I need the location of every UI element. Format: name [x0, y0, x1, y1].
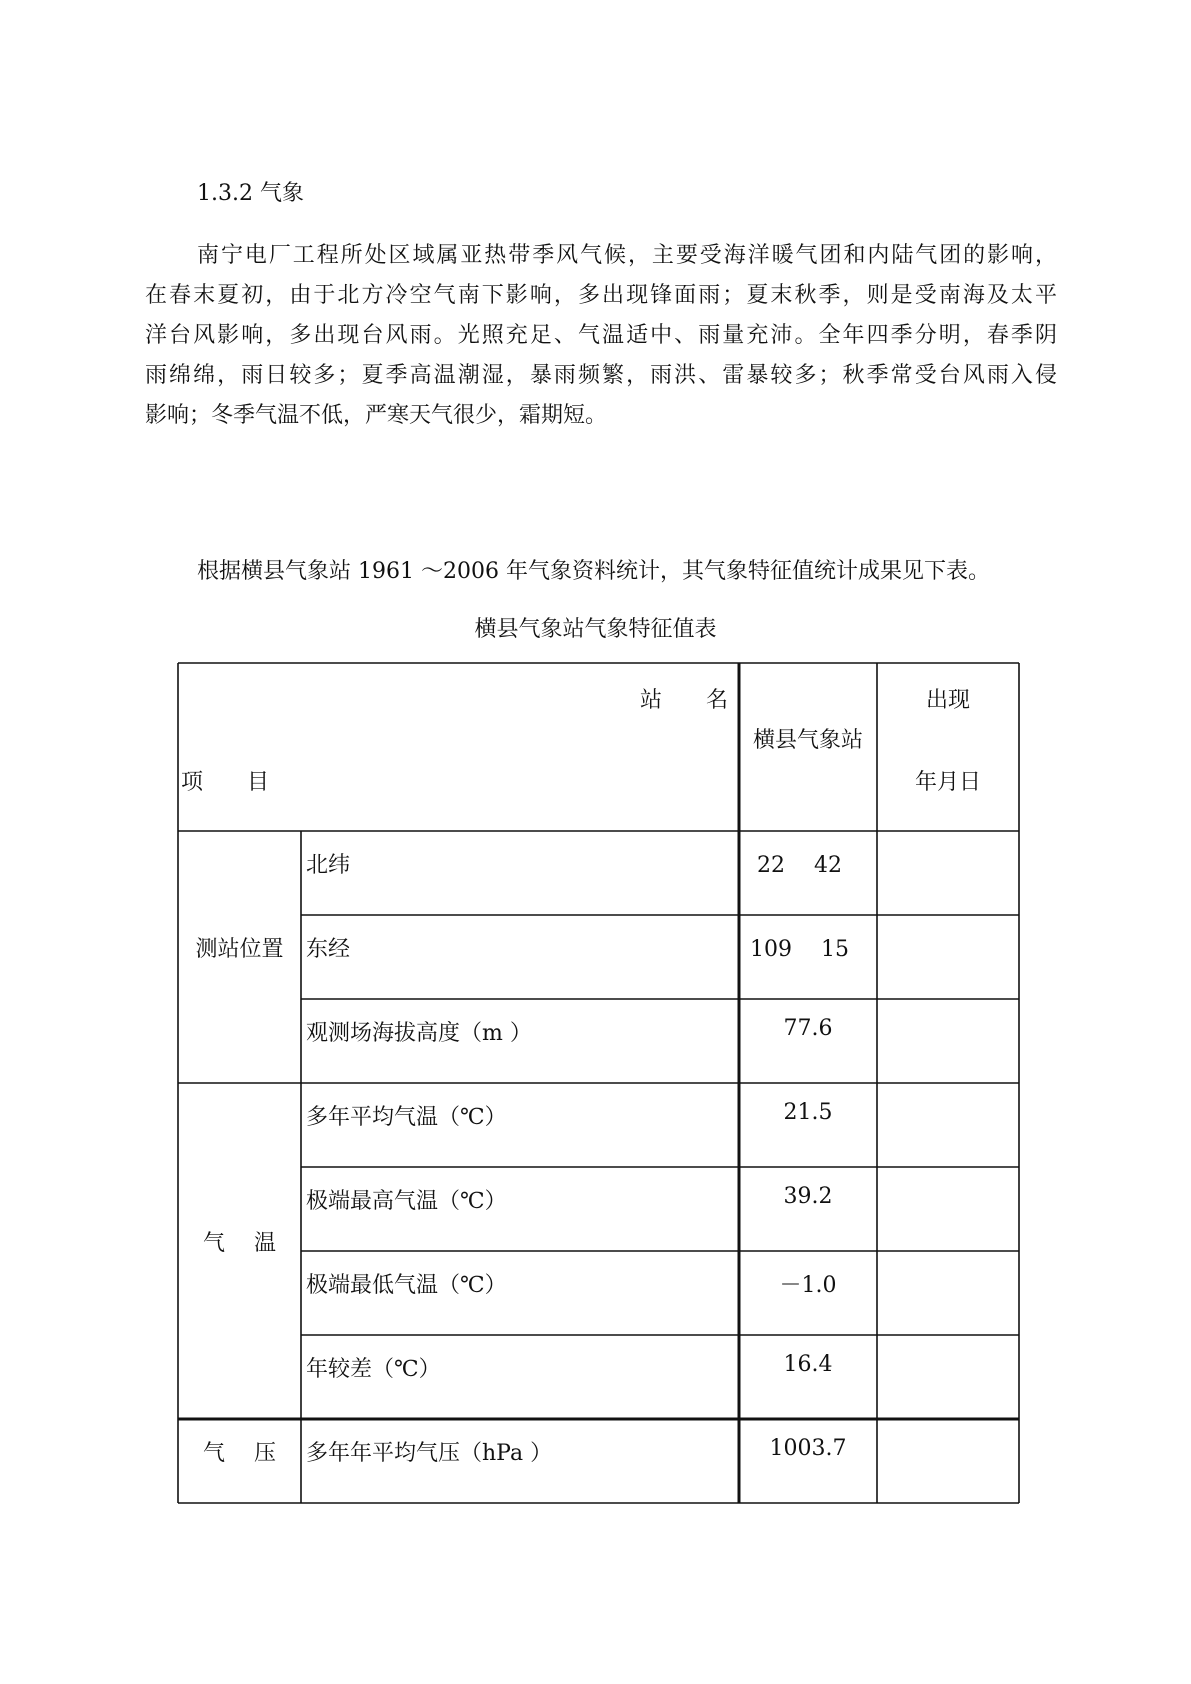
row-value-mean-temp: 21.5	[783, 1100, 833, 1125]
row-item-max-temp: 极端最高气温（℃）	[306, 1189, 507, 1214]
group-label-temperature: 气 温	[203, 1231, 276, 1256]
paragraph-line: 雨绵绵，雨日较多；夏季高温潮湿，暴雨频繁，雨洪、雷暴较多；秋季常受台风雨入侵	[145, 363, 1057, 388]
row-value-annual-range: 16.4	[783, 1352, 833, 1377]
paragraph-line: 南宁电厂工程所处区域属亚热带季风气候，主要受海洋暖气团和内陆气团的影响，	[197, 243, 1057, 268]
row-item-mean-temp: 多年平均气温（℃）	[306, 1105, 507, 1130]
paragraph-line: 影响；冬季气温不低，严寒天气很少，霜期短。	[145, 403, 608, 428]
row-item-altitude: 观测场海拔高度（m ）	[306, 1021, 532, 1046]
statistics-paragraph	[145, 552, 1057, 592]
row-value-min-temp: －1.0	[779, 1273, 837, 1298]
header-date-line2: 年月日	[914, 770, 981, 795]
header-station-name-label: 站 名	[640, 688, 729, 713]
climate-paragraph	[145, 236, 1057, 436]
paragraph-line: 在春末夏初，由于北方冷空气南下影响，多出现锋面雨；夏末秋季，则是受南海及太平	[145, 283, 1057, 308]
row-value-max-temp: 39.2	[783, 1184, 833, 1209]
group-label-pressure: 气 压	[203, 1441, 276, 1466]
row-item-latitude: 北纬	[306, 853, 351, 878]
row-item-mean-pressure: 多年年平均气压（hPa ）	[306, 1441, 553, 1466]
row-value-altitude: 77.6	[783, 1016, 833, 1041]
paragraph-line: 洋台风影响，多出现台风雨。光照充足、气温适中、雨量充沛。全年四季分明，春季阴	[145, 323, 1057, 348]
table-caption: 横县气象站气象特征值表	[474, 617, 717, 642]
row-item-min-temp: 极端最低气温（℃）	[306, 1273, 507, 1298]
paragraph-line: 根据横县气象站 1961 ～2006 年气象资料统计，其气象特征值统计成果见下表。	[197, 559, 990, 584]
row-item-longitude: 东经	[306, 937, 351, 962]
row-item-annual-range: 年较差（℃）	[306, 1357, 441, 1382]
section-title: 1.3.2 气象	[197, 181, 304, 206]
group-label-station-position: 测站位置	[195, 937, 284, 962]
row-value-longitude: 109 15	[750, 937, 849, 962]
row-value-latitude: 22 42	[757, 853, 842, 878]
header-item-label: 项 目	[181, 770, 270, 795]
header-date-line1: 出现	[925, 688, 970, 713]
header-station: 横县气象站	[752, 728, 863, 753]
row-value-mean-pressure: 1003.7	[769, 1436, 847, 1461]
